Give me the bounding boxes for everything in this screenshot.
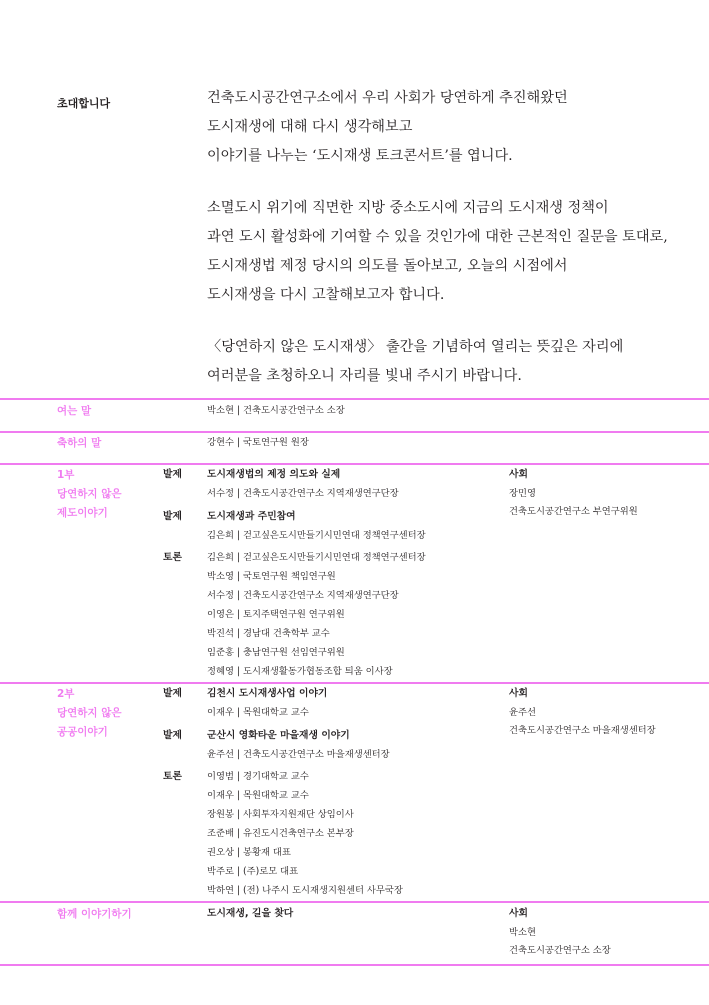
discussant: 이재우 | 목원대학교 교수 (207, 790, 309, 801)
presentation-title: 도시재생법의 제정 의도와 실제 (207, 469, 341, 480)
discussant: 박소영 | 국토연구원 책임연구원 (207, 571, 336, 582)
presentation-speaker: 김은희 | 걷고싶은도시만들기시민연대 정책연구센터장 (207, 530, 426, 541)
moderator-label: 사회 (509, 908, 528, 919)
invitation-line: 이야기를 나누는 ‘도시재생 토크콘서트’를 엽니다. (207, 148, 513, 164)
invitation-paragraph (207, 333, 697, 391)
part2-title (57, 685, 122, 742)
discussant: 박주로 | (주)로모 대표 (207, 866, 299, 877)
discussant: 권오상 | 봉황재 대표 (207, 847, 291, 858)
moderator-name: 박소현 (509, 927, 536, 938)
congrats-title: 축하의 말 (57, 437, 102, 449)
section-divider (0, 964, 709, 966)
discussant: 조준배 | 유진도시건축연구소 본부장 (207, 828, 354, 839)
moderator-name: 윤주선 (509, 707, 536, 718)
invitation-line: 도시재생법 제정 당시의 의도를 돌아보고, 오늘의 시점에서 (207, 258, 568, 274)
opening-speaker: 박소현 | 건축도시공간연구소 소장 (207, 405, 345, 416)
discussant: 박진석 | 경남대 건축학부 교수 (207, 628, 330, 639)
part1-title (57, 466, 122, 523)
part2-title-line: 당연하지 않은 (57, 707, 122, 719)
moderator-label: 사회 (509, 688, 528, 699)
invitation-text (207, 84, 697, 414)
opening-title: 여는 말 (57, 405, 92, 417)
invitation-line: 도시재생을 다시 고찰해보고자 합니다. (207, 287, 445, 303)
presentation-speaker: 서수정 | 건축도시공간연구소 지역재생연구단장 (207, 488, 399, 499)
invitation-paragraph (207, 194, 697, 310)
discussant: 임준홍 | 충남연구원 선임연구위원 (207, 647, 345, 658)
presentation-title: 김천시 도시재생사업 이야기 (207, 688, 328, 699)
section-divider (0, 431, 709, 433)
discussion-role: 토론 (163, 552, 182, 563)
moderator-name: 장민영 (509, 488, 536, 499)
section-divider (0, 463, 709, 465)
discussant: 이영범 | 경기대학교 교수 (207, 771, 309, 782)
presentation-role: 발제 (163, 730, 182, 741)
presentation-speaker: 윤주선 | 건축도시공간연구소 마을재생센터장 (207, 749, 390, 760)
moderator-affiliation: 건축도시공간연구소 소장 (509, 945, 611, 956)
invitation-line: 소멸도시 위기에 직면한 지방 중소도시에 지금의 도시재생 정책이 (207, 200, 609, 216)
moderator-affiliation: 건축도시공간연구소 부연구위원 (509, 506, 638, 517)
part2-title-line: 2부 (57, 688, 75, 700)
presentation-title: 도시재생과 주민참여 (207, 511, 296, 522)
part1-title-line: 제도이야기 (57, 507, 108, 519)
invitation-line: 〈당연하지 않은 도시재생〉 출간을 기념하여 열리는 뜻깊은 자리에 (207, 339, 624, 355)
together-topic: 도시재생, 길을 찾다 (207, 908, 294, 919)
discussant: 이영은 | 토지주택연구원 연구위원 (207, 609, 345, 620)
invitation-line: 여러분을 초청하오니 자리를 빛내 주시기 바랍니다. (207, 368, 522, 384)
section-divider (0, 682, 709, 684)
section-divider (0, 901, 709, 903)
moderator-label: 사회 (509, 469, 528, 480)
presentation-role: 발제 (163, 469, 182, 480)
together-title: 함께 이야기하기 (57, 908, 132, 920)
discussant: 장원봉 | 사회투자지원재단 상임이사 (207, 809, 354, 820)
invitation-line: 건축도시공간연구소에서 우리 사회가 당연하게 추진해왔던 (207, 90, 568, 106)
part1-title-line: 당연하지 않은 (57, 488, 122, 500)
part1-title-line: 1부 (57, 469, 75, 481)
discussant: 정혜영 | 도시재생활동가협동조합 틔움 이사장 (207, 666, 393, 677)
part2-title-line: 공공이야기 (57, 726, 108, 738)
invitation-label: 초대합니다 (57, 97, 111, 110)
discussant: 서수정 | 건축도시공간연구소 지역재생연구단장 (207, 590, 399, 601)
invitation-paragraph (207, 84, 697, 171)
presentation-role: 발제 (163, 688, 182, 699)
discussant: 박하연 | (전) 나주시 도시재생지원센터 사무국장 (207, 885, 403, 896)
presentation-speaker: 이재우 | 목원대학교 교수 (207, 707, 309, 718)
invitation-line: 도시재생에 대해 다시 생각해보고 (207, 119, 413, 135)
presentation-role: 발제 (163, 511, 182, 522)
invitation-line: 과연 도시 활성화에 기여할 수 있을 것인가에 대한 근본적인 질문을 토대로, (207, 229, 668, 245)
section-divider (0, 398, 709, 400)
congrats-speaker: 강현수 | 국토연구원 원장 (207, 437, 309, 448)
moderator-affiliation: 건축도시공간연구소 마을재생센터장 (509, 725, 656, 736)
discussant: 김은희 | 걷고싶은도시만들기시민연대 정책연구센터장 (207, 552, 426, 563)
presentation-title: 군산시 영화타운 마을재생 이야기 (207, 730, 350, 741)
discussion-role: 토론 (163, 771, 182, 782)
